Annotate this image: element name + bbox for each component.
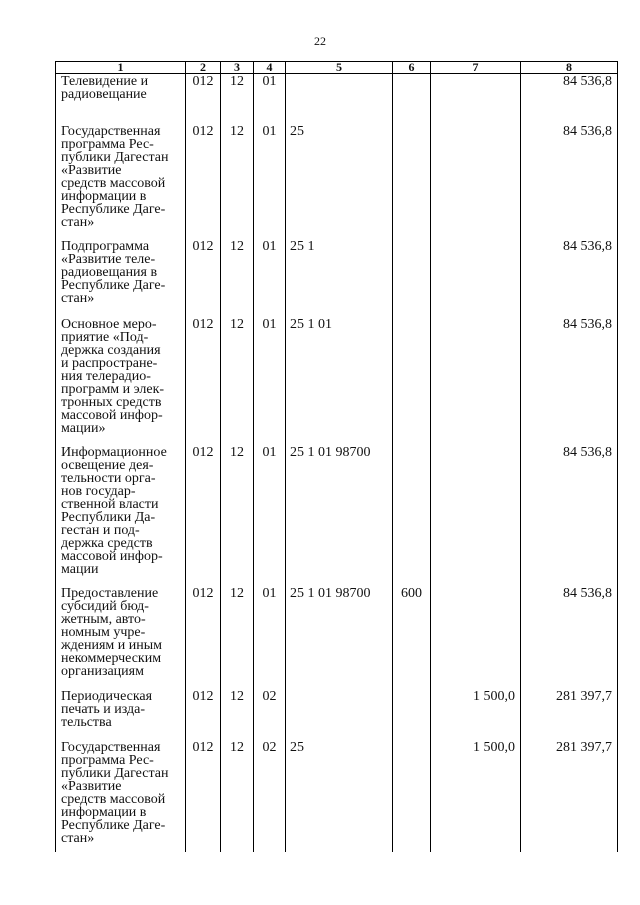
cell-subsection: 12 — [221, 239, 254, 317]
header-col-8: 8 — [521, 62, 618, 74]
table-row — [56, 586, 618, 689]
name-line: нов государ- — [61, 483, 136, 499]
table-row — [56, 689, 618, 740]
name-line: средств массовой — [61, 175, 166, 191]
name-line: держка средств — [61, 535, 153, 551]
name-line: радиовещания в — [61, 264, 158, 280]
cell-section: 012 — [186, 239, 221, 317]
name-line: держка создания — [61, 342, 161, 358]
cell-subsection-code: 01 — [254, 124, 286, 239]
cell-subsection-code: 02 — [254, 740, 286, 852]
cell-subsection: 12 — [221, 445, 254, 586]
name-line: Периодическая — [61, 688, 153, 704]
header-col-6: 6 — [393, 62, 431, 74]
cell-section: 012 — [186, 689, 221, 740]
cell-subsection: 12 — [221, 124, 254, 239]
cell-subsection-code: 01 — [254, 445, 286, 586]
name-line: Информационное — [61, 444, 167, 460]
cell-section: 012 — [186, 740, 221, 852]
name-line: ждениям и иным — [61, 637, 163, 653]
name-line: Подпрограмма — [61, 238, 150, 254]
name-line: Государственная — [61, 739, 161, 755]
name-line: стан» — [61, 290, 95, 306]
name-line: стан» — [61, 214, 95, 230]
name-line: программа Рес- — [61, 752, 154, 768]
name-line: субсидий бюд- — [61, 598, 149, 614]
header-col-7: 7 — [431, 62, 521, 74]
name-line: жетным, авто- — [61, 611, 146, 627]
name-line: программа Рес- — [61, 136, 154, 152]
cell-subsection: 12 — [221, 740, 254, 852]
header-col-2: 2 — [186, 62, 221, 74]
cell-amount-8: 281 397,7 — [521, 689, 618, 740]
name-line: мации — [61, 561, 99, 577]
name-line: «Развитие — [61, 162, 122, 178]
cell-name — [56, 317, 186, 445]
name-line: приятие «Под- — [61, 329, 149, 345]
header-col-3: 3 — [221, 62, 254, 74]
cell-name — [56, 124, 186, 239]
cell-amount-8: 281 397,7 — [521, 740, 618, 852]
name-line: «Развитие теле- — [61, 251, 156, 267]
cell-amount-8: 84 536,8 — [521, 445, 618, 586]
cell-amount-7 — [431, 239, 521, 317]
name-line: тельности орга- — [61, 470, 156, 486]
name-line: Республике Даге- — [61, 817, 166, 833]
cell-expense-type — [393, 239, 431, 317]
name-line: Республики Да- — [61, 509, 156, 525]
name-line: Основное меро- — [61, 316, 157, 332]
cell-section: 012 — [186, 445, 221, 586]
cell-target-article: 25 1 01 98700 — [286, 445, 393, 586]
name-line: Телевидение и — [61, 74, 149, 89]
name-line: Предоставление — [61, 585, 159, 601]
name-line: Государственная — [61, 123, 161, 139]
cell-name — [56, 239, 186, 317]
cell-name — [56, 445, 186, 586]
cell-amount-8: 84 536,8 — [521, 74, 618, 124]
cell-name — [56, 689, 186, 740]
name-line: публики Дагестан — [61, 765, 169, 781]
cell-amount-7 — [431, 124, 521, 239]
header-col-5: 5 — [286, 62, 393, 74]
cell-section: 012 — [186, 74, 221, 124]
cell-amount-8: 84 536,8 — [521, 317, 618, 445]
cell-amount-7 — [431, 445, 521, 586]
name-line: радиовещание — [61, 87, 147, 102]
table-body — [56, 74, 618, 852]
name-line: Республике Даге- — [61, 201, 166, 217]
cell-subsection: 12 — [221, 586, 254, 689]
cell-subsection-code: 01 — [254, 239, 286, 317]
name-line: ственной власти — [61, 496, 159, 512]
name-line: программ и элек- — [61, 381, 165, 397]
cell-section: 012 — [186, 124, 221, 239]
name-line: «Развитие — [61, 778, 122, 794]
cell-amount-7 — [431, 317, 521, 445]
cell-target-article — [286, 689, 393, 740]
name-line: публики Дагестан — [61, 149, 169, 165]
cell-target-article: 25 1 — [286, 239, 393, 317]
table-row — [56, 317, 618, 445]
cell-target-article: 25 — [286, 740, 393, 852]
cell-subsection-code: 01 — [254, 586, 286, 689]
name-line: средств массовой — [61, 791, 166, 807]
cell-expense-type: 600 — [393, 586, 431, 689]
cell-expense-type — [393, 124, 431, 239]
cell-amount-7: 1 500,0 — [431, 689, 521, 740]
name-line: печать и изда- — [61, 701, 146, 717]
table-header-row — [56, 62, 618, 74]
cell-amount-7 — [431, 74, 521, 124]
name-line: массовой инфор- — [61, 407, 163, 423]
cell-name — [56, 740, 186, 852]
cell-target-article: 25 1 01 — [286, 317, 393, 445]
cell-subsection-code: 01 — [254, 317, 286, 445]
cell-amount-7 — [431, 586, 521, 689]
cell-target-article — [286, 74, 393, 124]
header-col-4: 4 — [254, 62, 286, 74]
table-row — [56, 239, 618, 317]
name-line: ния телерадио- — [61, 368, 151, 384]
cell-target-article: 25 — [286, 124, 393, 239]
cell-expense-type — [393, 740, 431, 852]
cell-amount-8: 84 536,8 — [521, 239, 618, 317]
table-row — [56, 740, 618, 852]
budget-table — [55, 61, 618, 852]
name-line: освещение дея- — [61, 457, 154, 473]
cell-section: 012 — [186, 586, 221, 689]
name-line: номным учре- — [61, 624, 146, 640]
table-row — [56, 445, 618, 586]
cell-subsection: 12 — [221, 317, 254, 445]
cell-expense-type — [393, 445, 431, 586]
cell-subsection-code: 02 — [254, 689, 286, 740]
name-line: Республике Даге- — [61, 277, 166, 293]
name-line: стан» — [61, 830, 95, 846]
cell-subsection: 12 — [221, 689, 254, 740]
cell-name — [56, 74, 186, 124]
cell-section: 012 — [186, 317, 221, 445]
header-col-1: 1 — [56, 62, 186, 74]
page-number: 22 — [314, 34, 326, 48]
name-line: некоммерческим — [61, 650, 162, 666]
name-line: мации» — [61, 420, 106, 436]
name-line: и распростране- — [61, 355, 158, 371]
cell-amount-8: 84 536,8 — [521, 586, 618, 689]
name-line: гестан и под- — [61, 522, 140, 538]
name-line: информации в — [61, 804, 147, 820]
cell-name — [56, 586, 186, 689]
cell-target-article: 25 1 01 98700 — [286, 586, 393, 689]
cell-amount-8: 84 536,8 — [521, 124, 618, 239]
cell-expense-type — [393, 74, 431, 124]
name-line: информации в — [61, 188, 147, 204]
name-line: организациям — [61, 663, 144, 679]
cell-expense-type — [393, 689, 431, 740]
table-row — [56, 124, 618, 239]
name-line: массовой инфор- — [61, 548, 163, 564]
cell-amount-7: 1 500,0 — [431, 740, 521, 852]
name-line: тельства — [61, 714, 112, 730]
cell-expense-type — [393, 317, 431, 445]
cell-subsection: 12 — [221, 74, 254, 124]
name-line: тронных средств — [61, 394, 162, 410]
cell-subsection-code: 01 — [254, 74, 286, 124]
table-row — [56, 74, 618, 124]
